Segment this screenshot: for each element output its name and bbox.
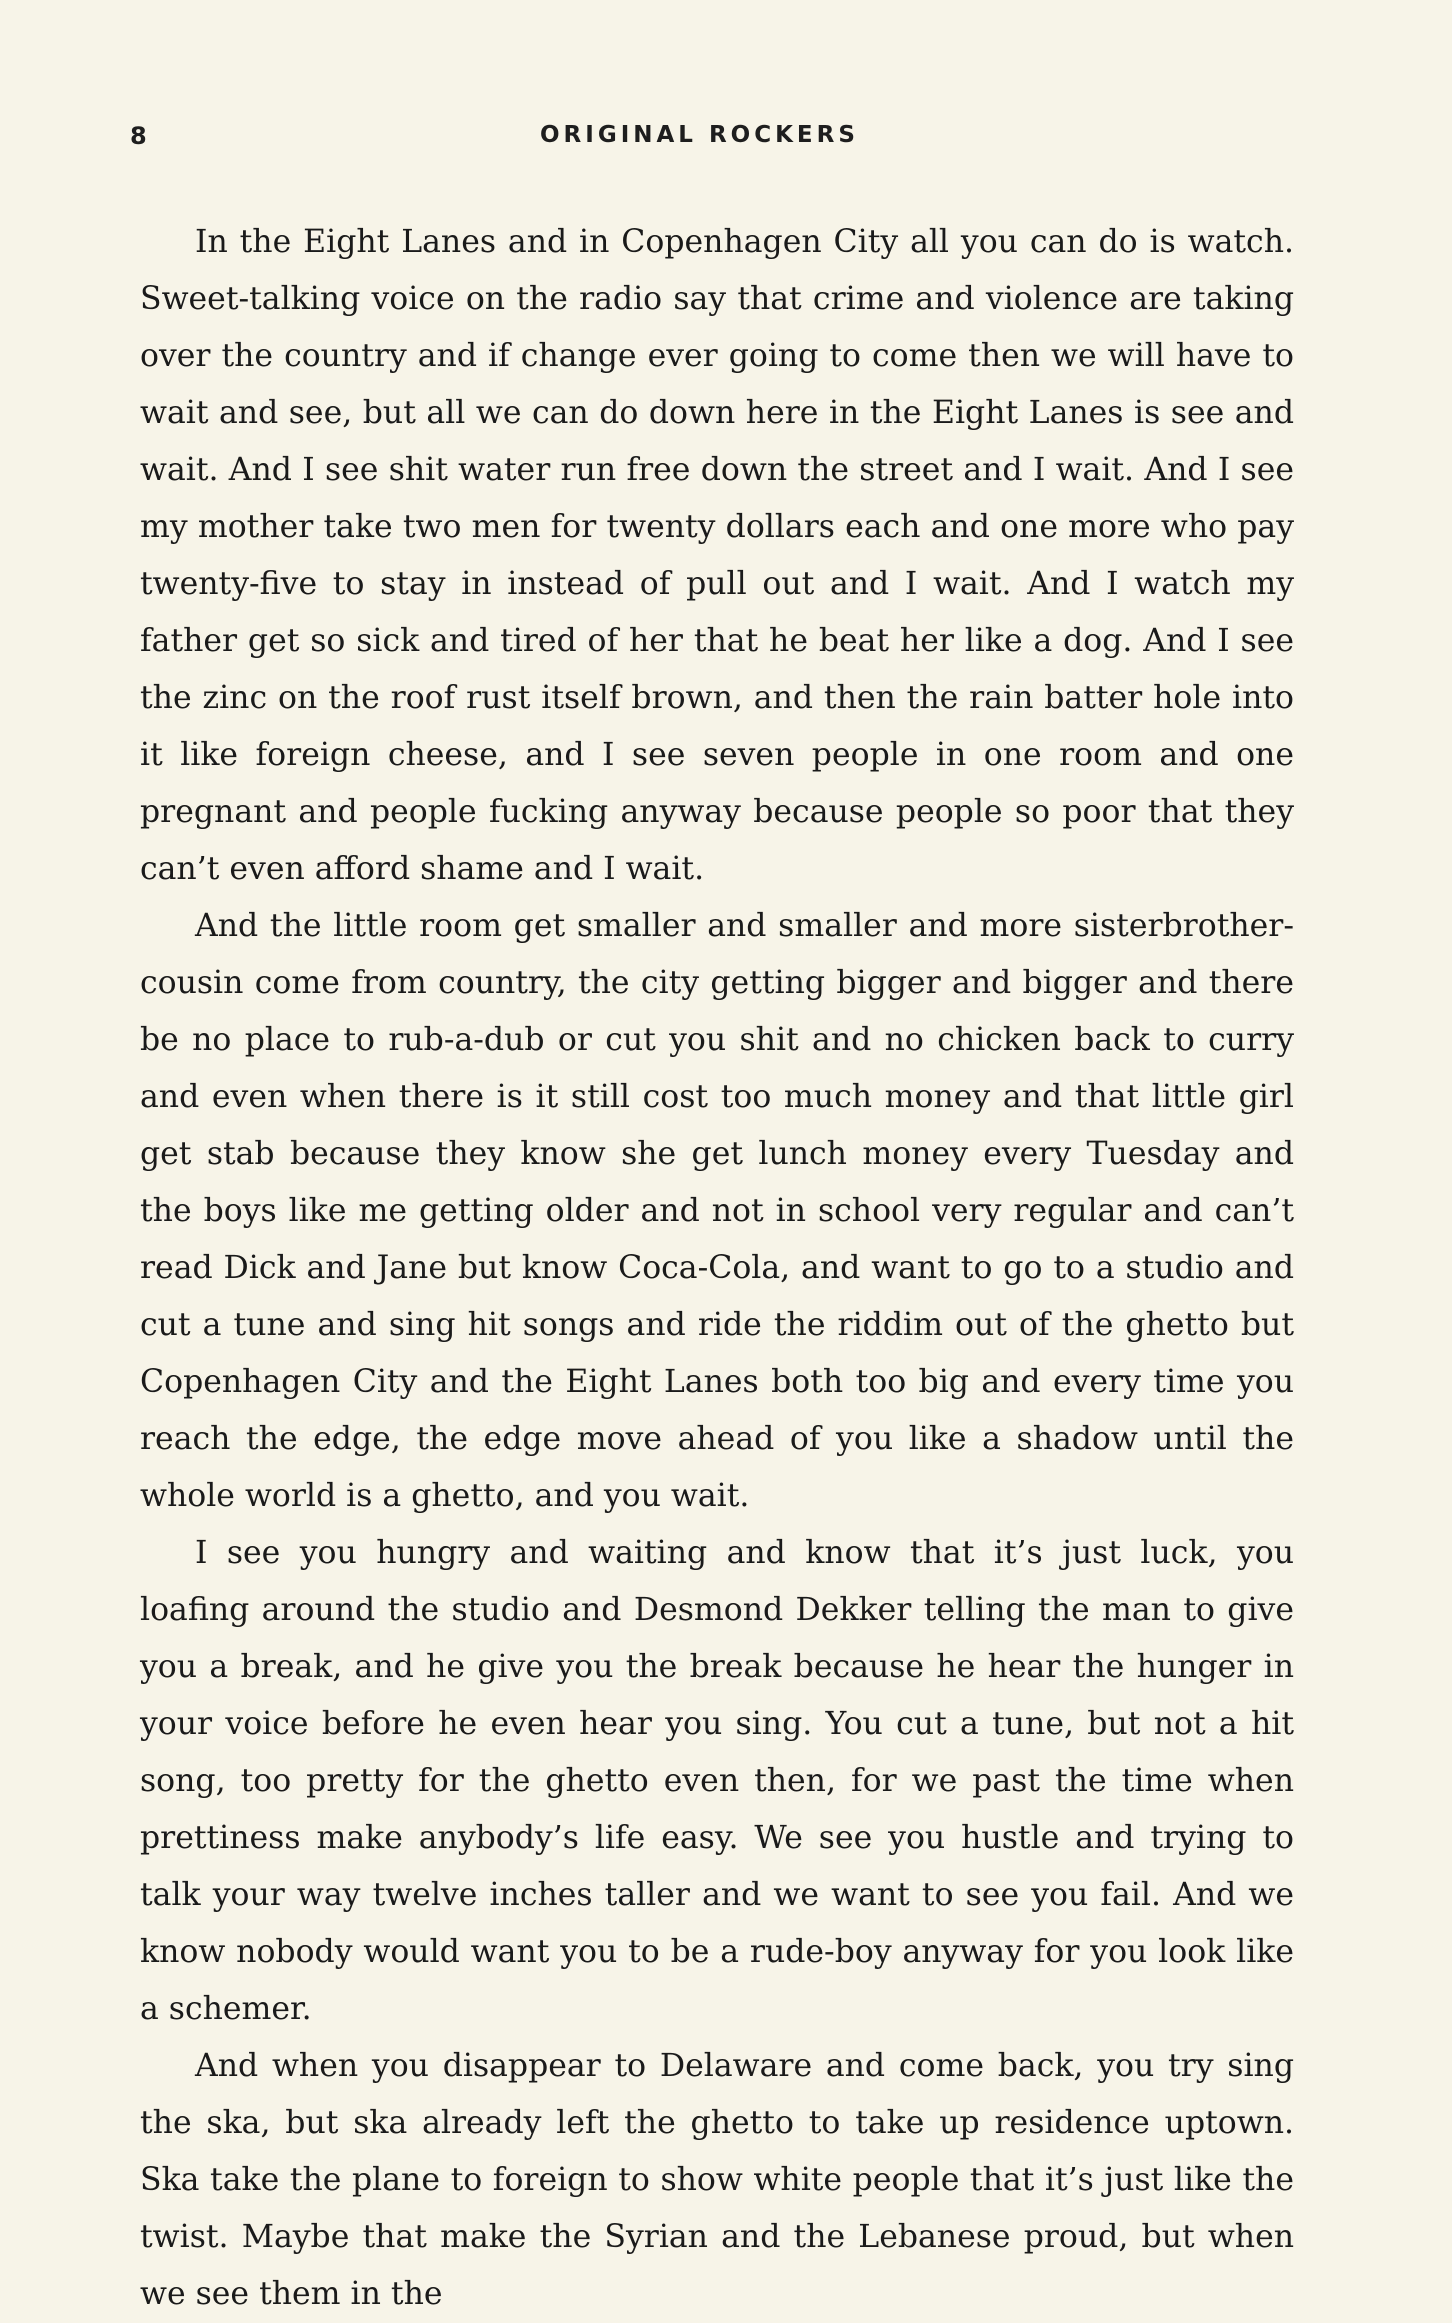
paragraph-1: In the Eight Lanes and in Copenhagen City all you can do is watch. Sweet-talking voice on the radio say that crime and violence are taking over the country and if change ever going to come then we will have to wait and see, but all we can do down here in the Eight Lanes is see and wait. And I see shit water run free down the street and I wait. And I see my mother take two men for twenty dollars each and one more who pay twenty-five to stay in instead of pull out and I wait. And I watch my father get so sick and tired of her that he beat her like a dog. And I see the zinc on the roof rust itself brown, and then the rain batter hole into it like foreign cheese, and I see seven people in one room and one pregnant and people fucking anyway because people so poor that they can’t even afford shame and I wait.: [140, 224, 1294, 887]
paragraph-2: And the little room get smaller and smaller and more sisterbrother-cousin come from country, the city getting bigger and bigger and there be no place to rub-a-dub or cut you shit and no chicken back to curry and even when there is it still cost too much money and that little girl get stab because they know she get lunch money every Tuesday and the boys like me getting older and not in school very regular and can’t read Dick and Jane but know Coca-Cola, and want to go to a studio and cut a tune and sing hit songs and ride the riddim out of the ghetto but Copenhagen City and the Eight Lanes both too big and every time you reach the edge, the edge move ahead of you like a shadow until the whole world is a ghetto, and you wait.: [140, 908, 1294, 1514]
body-text: [140, 214, 1294, 2323]
page-number: 8: [130, 122, 147, 150]
paragraph-4: And when you disappear to Delaware and come back, you try sing the ska, but ska already left the ghetto to take up residence uptown. Ska take the plane to foreign to show white people that it’s just like the twist. Maybe that make the Syrian and the Lebanese proud, but when we see them in the: [140, 2048, 1294, 2312]
page-header: [130, 122, 1300, 162]
paragraph-3: I see you hungry and waiting and know that it’s just luck, you loafing around the studio and Desmond Dekker telling the man to give you a break, and he give you the break because he hear the hunger in your voice before he even hear you sing. You cut a tune, but not a hit song, too pretty for the ghetto even then, for we past the time when prettiness make anybody’s life easy. We see you hustle and trying to talk your way twelve inches taller and we want to see you fail. And we know nobody would want you to be a rude-boy anyway for you look like a schemer.: [140, 1535, 1294, 2027]
running-head: ORIGINAL ROCKERS: [540, 122, 859, 148]
